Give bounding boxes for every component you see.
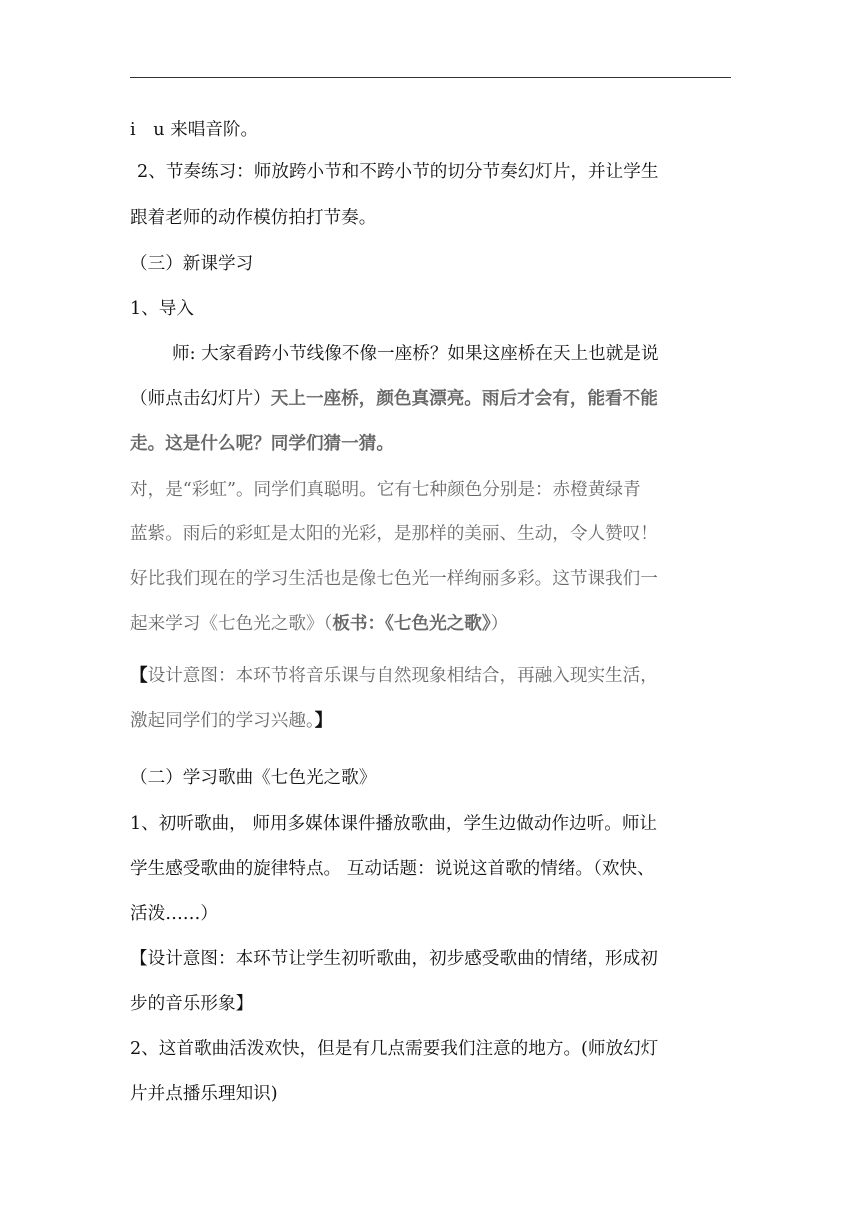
text-line: 2、这首歌曲活泼欢快，但是有几点需要我们注意的地方。(师放幻灯 — [130, 1039, 659, 1059]
blackboard-note: 板书：《七色光之歌》 — [332, 613, 491, 634]
text-line: 活泼……） — [130, 904, 218, 924]
section-heading: （三）新课学习 — [130, 254, 254, 274]
bracket-mark: 【 — [130, 665, 148, 686]
gray-text-line — [130, 612, 730, 636]
gray-text-line: 对，是“彩虹”。同学们真聪明。它有七种颜色分别是：赤橙黄绿青 — [130, 480, 641, 500]
gray-text-line: 好比我们现在的学习生活也是像七色光一样绚丽多彩。这节课我们一 — [130, 569, 658, 589]
text-line: 1、初听歌曲， 师用多媒体课件播放歌曲，学生边做动作边听。师让 — [130, 814, 658, 834]
design-intent-line: 步的音乐形象】 — [130, 994, 254, 1014]
gray-text-line: 蓝紫。雨后的彩虹是太阳的光彩，是那样的美丽、生动，令人赞叹！ — [130, 524, 658, 544]
design-intent-line — [130, 709, 730, 733]
text-span: 激起同学们的学习兴趣。 — [130, 711, 315, 731]
text-line: 学生感受歌曲的旋律特点。 互动话题：说说这首歌的情绪。（欢快、 — [130, 859, 655, 879]
design-intent-line: 【设计意图：本环节让学生初听歌曲，初步感受歌曲的情绪，形成初 — [130, 949, 658, 969]
text-line: 师: 大家看跨小节线像不像一座桥？如果这座桥在天上也就是说 — [172, 344, 659, 364]
text-span: 起来学习《七色光之歌》（ — [130, 614, 333, 634]
text-line: 2、节奏练习：师放跨小节和不跨小节的切分节奏幻灯片，并让学生 — [137, 162, 659, 182]
text-line: i u 来唱音阶。 — [130, 120, 259, 140]
bold-text-span: 天上一座桥，颜色真漂亮。雨后才会有，能看不能 — [270, 388, 658, 409]
text-span: ） — [490, 614, 509, 634]
header-rule — [130, 77, 731, 78]
text-line: 跟着老师的动作模仿拍打节奏。 — [130, 208, 377, 228]
text-span: 设计意图：本环节将音乐课与自然现象相结合，再融入现实生活， — [147, 666, 658, 686]
section-heading: （二）学习歌曲《七色光之歌》 — [130, 768, 377, 788]
bold-text-line: 走。这是什么呢？同学们猜一猜。 — [130, 433, 394, 454]
bracket-mark: 】 — [314, 710, 333, 731]
text-line: 片并点播乐理知识) — [130, 1084, 278, 1104]
subsection-heading: 1、导入 — [130, 299, 194, 319]
text-span: （师点击幻灯片） — [130, 389, 271, 409]
design-intent-line — [130, 664, 730, 688]
text-line — [130, 387, 730, 411]
